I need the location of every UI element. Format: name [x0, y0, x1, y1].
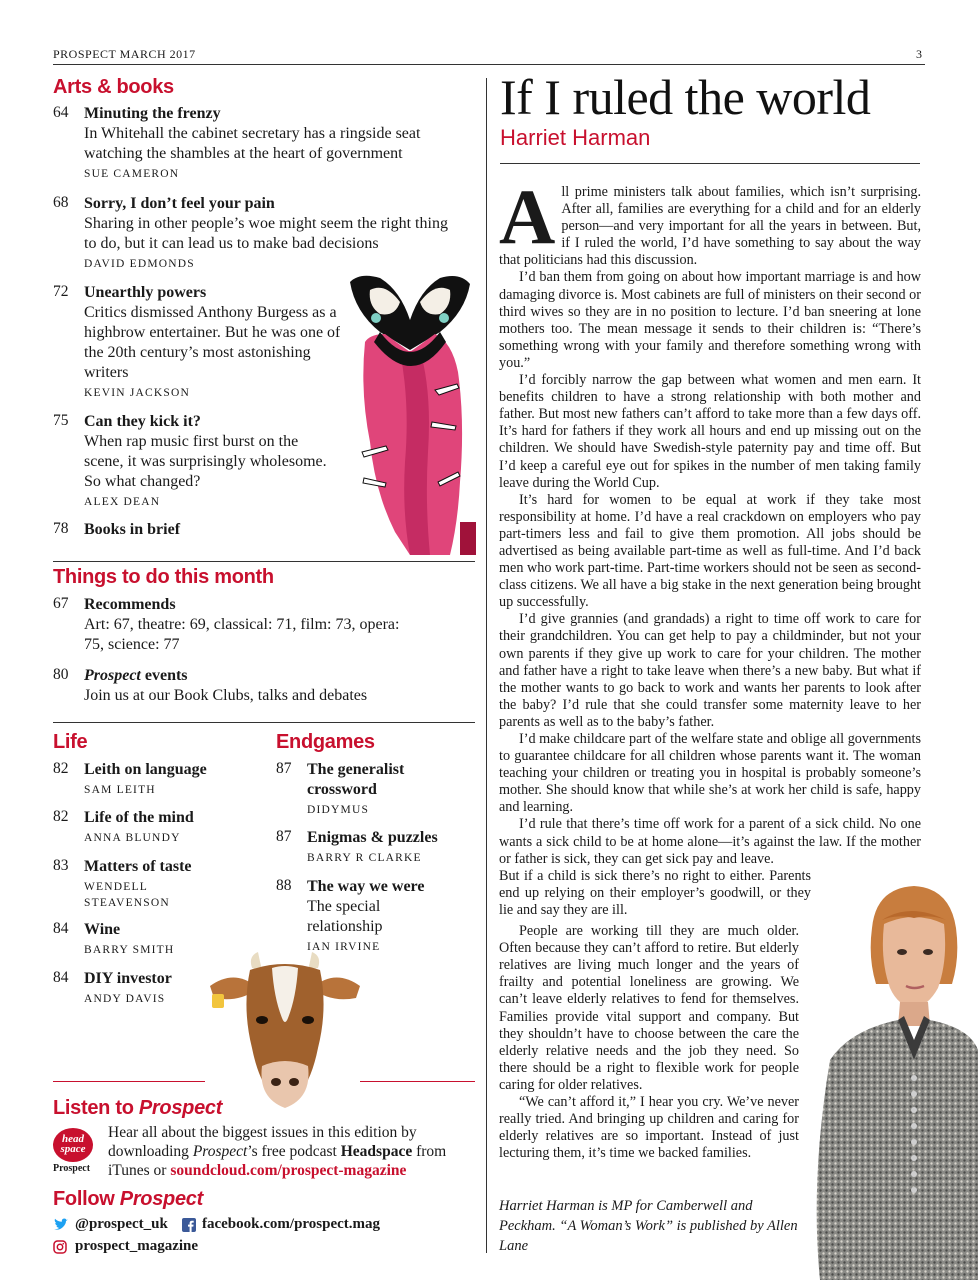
- listen-text-part: ’s free podcast: [247, 1143, 341, 1160]
- entry-title: Life of the mind: [84, 809, 194, 826]
- page-ref: 64: [53, 104, 69, 121]
- page-ref: 84: [53, 920, 69, 937]
- entry-title: Leith on language: [84, 761, 207, 778]
- article-title: If I ruled the world: [500, 69, 871, 125]
- entry-title: Minuting the frenzy: [84, 105, 221, 122]
- twitter-link[interactable]: [53, 1216, 168, 1233]
- entry-author: WENDELL STEAVENSON: [84, 881, 170, 909]
- toc-entry[interactable]: [53, 760, 263, 798]
- instagram-icon: [53, 1240, 67, 1254]
- entry-author: ANNA BLUNDY: [84, 832, 181, 844]
- page-ref: 78: [53, 520, 69, 537]
- toc-entry[interactable]: [276, 828, 466, 866]
- toc-entry[interactable]: [276, 877, 466, 955]
- instagram-link[interactable]: [53, 1238, 198, 1255]
- page-ref: 75: [53, 412, 69, 429]
- section-heading-life: Life: [53, 731, 88, 753]
- instagram-handle: prospect_magazine: [75, 1238, 199, 1254]
- toc-entry[interactable]: [53, 666, 473, 706]
- entry-author: IAN IRVINE: [307, 941, 381, 953]
- running-head: PROSPECT MARCH 2017: [53, 47, 196, 61]
- page-ref: 72: [53, 283, 69, 300]
- entry-author: DAVID EDMONDS: [84, 258, 195, 270]
- section-heading-arts-books: Arts & books: [53, 76, 174, 98]
- entry-title: Recommends: [84, 596, 176, 613]
- entry-author: ALEX DEAN: [84, 496, 161, 508]
- paragraph-text: ll prime ministers talk about families, which isn’t surprising. After all, families are everything for a child and for an elderly person—and very important for all the years in between. But, if I ruled the world, I’d have something to say about the way that politicians had this discussion.: [499, 184, 921, 269]
- entry-title-rest: events: [140, 667, 188, 684]
- section-rule-right: [360, 1081, 475, 1082]
- logo-brand: Prospect: [53, 1163, 91, 1174]
- listen-text: [108, 1123, 468, 1180]
- page-ref: 83: [53, 857, 69, 874]
- page-ref: 87: [276, 828, 292, 845]
- entry-title: DIY investor: [84, 970, 172, 987]
- entry-title: Unearthly powers: [84, 284, 207, 301]
- page-number: 3: [916, 47, 922, 61]
- article-author: Harriet Harman: [500, 125, 651, 150]
- facebook-icon: [182, 1218, 196, 1232]
- listen-text-bold: Headspace: [340, 1143, 413, 1160]
- page-ref: 82: [53, 760, 69, 777]
- header-rule: [53, 64, 925, 65]
- article-paragraph: But if a child is sick there’s no right to either. Parents end up relying on their employer’s goodwill, or they lie and say they are ill.: [499, 867, 811, 918]
- toc-entry[interactable]: [53, 595, 473, 655]
- page-ref: 84: [53, 969, 69, 986]
- page-ref: 67: [53, 595, 69, 612]
- entry-author: KEVIN JACKSON: [84, 387, 191, 399]
- section-heading-things-to-do: Things to do this month: [53, 566, 274, 588]
- entry-description: Join us at our Book Clubs, talks and debates: [84, 687, 368, 704]
- entry-description: Art: 67, theatre: 69, classical: 71, film: 73, opera: 75, science: 77: [84, 616, 400, 653]
- toc-entry[interactable]: [53, 412, 353, 510]
- article-paragraph: [499, 173, 921, 269]
- column-divider: [486, 78, 487, 1253]
- toc-entry[interactable]: [53, 283, 353, 401]
- article-paragraph: I’d rule that there’s time off work for a parent of a sick child. No one wants a sick child to be at home alone—it’s against the law. If the mother or father is sick, they can get sick pay and leave.: [499, 816, 921, 867]
- follow-heading-plain: Follow: [53, 1188, 120, 1210]
- entry-title: Books in brief: [84, 521, 181, 538]
- article-paragraph: People are working till they are much older. Often because they can’t afford to retire. But elderly relatives are living much longer and the years of frailty and potential loneliness are growing. We can’t leave elderly relatives to fend for themselves. Families provide vital support and company. But they shouldn’t have to choose between the care the elderly relative needs and the job they need. So there should be a right to flexible work for people caring for older relatives.: [499, 923, 799, 1093]
- entry-title: The way we were: [307, 878, 425, 895]
- toc-entry[interactable]: [53, 194, 473, 272]
- toc-entry[interactable]: [53, 520, 353, 540]
- facebook-url: facebook.com/prospect.mag: [202, 1216, 381, 1232]
- entry-description: The special relationship: [307, 898, 383, 935]
- entry-author: SAM LEITH: [84, 784, 156, 796]
- toc-entry[interactable]: [53, 808, 263, 846]
- section-heading-follow: [53, 1188, 203, 1211]
- article-rule: [500, 163, 920, 164]
- headspace-logo[interactable]: [53, 1128, 97, 1174]
- entry-description: Sharing in other people’s woe might seem the right thing to do, but it can lead us to make bad decisions: [84, 215, 448, 252]
- entry-author: ANDY DAVIS: [84, 993, 166, 1005]
- facebook-link[interactable]: [182, 1216, 380, 1233]
- page-ref: 80: [53, 666, 69, 683]
- drop-cap: A: [499, 173, 556, 260]
- page-ref: 88: [276, 877, 292, 894]
- entry-description: When rap music first burst on the scene, it was surprisingly wholesome. So what changed?: [84, 433, 327, 490]
- article-paragraph: I’d ban them from going on about how important marriage is and how damaging divorce is. Most cabinets are full of ministers on their second or third wives so they are in no position to lecture. I’d ban sneering at lone mothers too. The mean message it sends to their children is: “There’s something wrong with your family and therefore something wrong with you.”: [499, 269, 921, 371]
- hugging-figure-illustration: [340, 272, 476, 555]
- page-ref: 68: [53, 194, 69, 211]
- section-heading-listen: [53, 1097, 222, 1120]
- page-ref: 87: [276, 760, 292, 777]
- logo-text-space: space: [60, 1143, 86, 1155]
- article-paragraph: “We can’t afford it,” I hear you cry. We’ve never really tried. And bringing up children and caring for elderly relatives are so important. Instead of just lecturing them, it’s time we backed families.: [499, 1093, 799, 1162]
- entry-title: The generalist crossword: [307, 761, 405, 798]
- entry-title: Enigmas & puzzles: [307, 829, 438, 846]
- twitter-icon: [53, 1218, 69, 1232]
- listen-text-italic: Prospect: [192, 1143, 248, 1160]
- twitter-handle: @prospect_uk: [75, 1216, 168, 1232]
- toc-entry[interactable]: [276, 760, 466, 818]
- entry-title: Matters of taste: [84, 858, 192, 875]
- entry-title: Can they kick it?: [84, 413, 201, 430]
- entry-author: DIDYMUS: [307, 804, 370, 816]
- section-rule: [53, 722, 475, 723]
- section-rule-left: [53, 1081, 205, 1082]
- cow-illustration: [200, 948, 370, 1118]
- listen-heading-plain: Listen to: [53, 1097, 139, 1119]
- article-paragraph: I’d give grannies (and grandads) a right to time off work to care for their grandchildren. You can get help to pay a childminder, but not your own parents if they give up work to care for your children. The mother and father have a right to take leave when there’s a new baby. But what if the mother wants to go back to work and wants her parents to look after the baby? I’d rule that she could transfer some maternity leave to her parents as well as to the baby’s father.: [499, 611, 921, 730]
- section-heading-endgames: Endgames: [276, 731, 375, 753]
- entry-title: [84, 666, 473, 686]
- soundcloud-link[interactable]: soundcloud.com/prospect-magazine: [170, 1162, 407, 1179]
- entry-title: Wine: [84, 921, 121, 938]
- listen-text-part: from iTunes or: [108, 1143, 447, 1179]
- author-bio: Harriet Harman is MP for Camberwell and Peckham. “A Woman’s Work” is published by Allen Lane: [499, 1198, 798, 1254]
- toc-entry[interactable]: [53, 857, 263, 911]
- entry-author: SUE CAMERON: [84, 168, 180, 180]
- entry-author: BARRY SMITH: [84, 944, 175, 956]
- toc-entry[interactable]: [53, 104, 473, 182]
- entry-title-italic: Prospect: [84, 667, 141, 684]
- section-rule: [53, 561, 475, 562]
- article-paragraph: I’d make childcare part of the welfare state and oblige all governments to guarantee childcare for all children whose parents want it. The woman teaching your children or treating you in hospital is probably someone’s mother. She should know that while she’s at work her child is safe, happy and learning.: [499, 731, 921, 816]
- listen-heading-italic: Prospect: [138, 1097, 223, 1119]
- entry-description: In Whitehall the cabinet secretary has a ringside seat watching the shambles at the heart of government: [84, 125, 421, 162]
- entry-description: Critics dismissed Anthony Burgess as a highbrow entertainer. But he was one of the 20th century’s most astonishing writers: [84, 304, 341, 381]
- page-ref: 82: [53, 808, 69, 825]
- follow-heading-italic: Prospect: [119, 1188, 203, 1210]
- logo-text-head: head: [62, 1133, 84, 1145]
- entry-title: Sorry, I don’t feel your pain: [84, 195, 275, 212]
- listen-text-part: Hear all about the biggest issues in this edition by downloading: [108, 1124, 417, 1160]
- article-paragraph: I’d forcibly narrow the gap between what women and men earn. It benefits children to have a strong relationship with both mother and father. But most new fathers can’t afford to take more than a few days off. It’s hard for fathers if they work all hours and end up missing out on the children. We should have Swedish-style paternity pay and time off. But I’d keep a careful eye out for spikes in the number of men taking family leave during the World Cup.: [499, 372, 921, 491]
- author-portrait: [810, 880, 978, 1280]
- article-paragraph: It’s hard for women to be equal at work if they take most responsibility at home. I’d have a real crackdown on employers who pay part-timers less and fail to give them promotion. All jobs should be advertised as being available part-time as well as full-time. And I’d back men who work part-time. Part-time workers should not be seen as second-class citizens. We all have a big stake in the next generation being brought up successfully.: [499, 491, 921, 611]
- entry-author: BARRY R CLARKE: [307, 852, 422, 864]
